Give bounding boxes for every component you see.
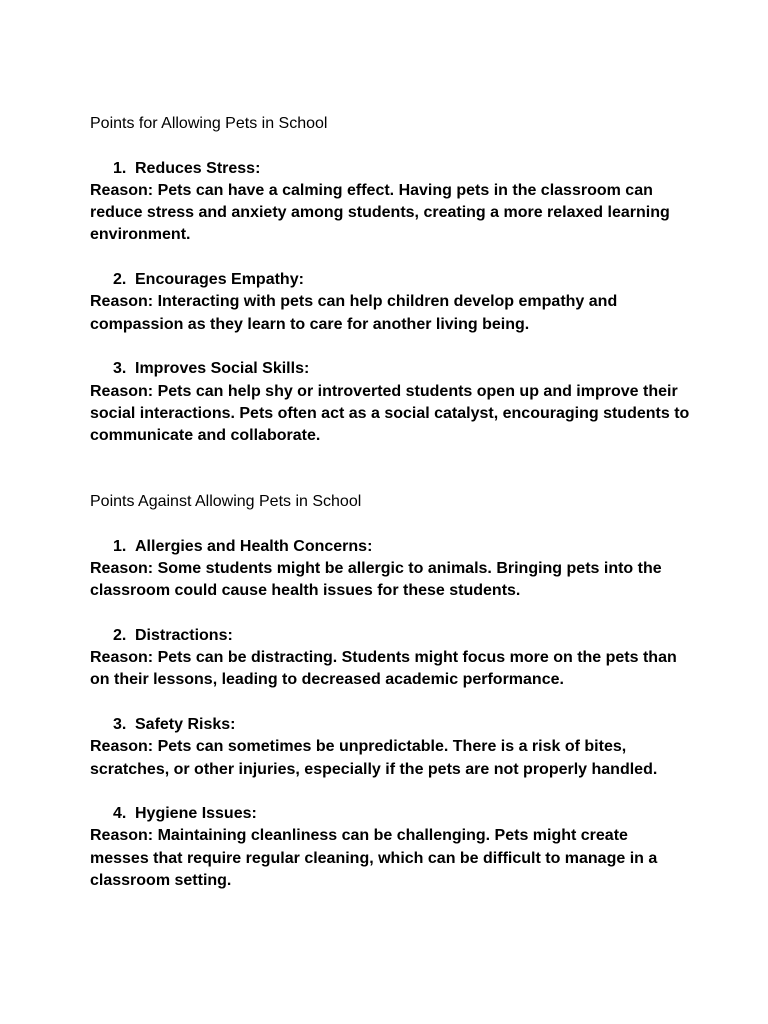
point-title-text: Allergies and Health Concerns:	[135, 537, 373, 555]
point-reason: Reason: Pets can help shy or introverted students open up and improve their social interactions. Pets often act as a social catalyst, encouraging students to communicate and collaborate.	[90, 382, 690, 445]
point-number: 1.	[113, 537, 127, 555]
section-for-pets	[90, 113, 690, 447]
point-title	[90, 158, 690, 180]
list-item	[90, 158, 690, 247]
point-number: 2.	[113, 626, 127, 644]
point-reason: Reason: Maintaining cleanliness can be challenging. Pets might create messes that require regular cleaning, which can be difficult to manage in a classroom setting.	[90, 827, 658, 890]
point-reason: Reason: Pets can sometimes be unpredictable. There is a risk of bites, scratches, or other injuries, especially if the pets are not properly handled.	[90, 738, 658, 778]
point-reason: Reason: Pets can be distracting. Students might focus more on the pets than on their lessons, leading to decreased academic performance.	[90, 649, 677, 689]
point-number: 3.	[113, 360, 127, 378]
point-title-text: Reduces Stress:	[135, 159, 261, 177]
point-reason: Reason: Interacting with pets can help children develop empathy and compassion as they learn to care for another living being.	[90, 293, 618, 333]
point-title	[90, 803, 690, 825]
point-title	[90, 536, 690, 558]
list-item	[90, 536, 690, 603]
point-title-text: Hygiene Issues:	[135, 805, 257, 823]
point-title-text: Encourages Empathy:	[135, 271, 304, 289]
list-item	[90, 269, 690, 336]
list-item	[90, 803, 690, 892]
section-heading: Points for Allowing Pets in School	[90, 115, 328, 132]
point-title	[90, 269, 690, 291]
point-title	[90, 714, 690, 736]
list-item	[90, 625, 690, 692]
point-reason: Reason: Some students might be allergic to animals. Bringing pets into the classroom could cause health issues for these students.	[90, 559, 662, 600]
point-title-text: Improves Social Skills:	[135, 360, 310, 378]
point-title	[90, 358, 690, 380]
point-number: 1.	[113, 159, 127, 177]
list-item	[90, 358, 690, 447]
point-number: 2.	[113, 271, 127, 289]
point-title	[90, 625, 690, 647]
list-item	[90, 714, 690, 781]
points-list	[90, 158, 690, 448]
point-reason: Reason: Pets can have a calming effect. Having pets in the classroom can reduce stress and anxiety among students, creating a more relaxed learning environment.	[90, 181, 670, 244]
point-title-text: Distractions:	[135, 626, 233, 644]
points-list	[90, 536, 690, 893]
point-number: 4.	[113, 805, 127, 823]
section-heading: Points Against Allowing Pets in School	[90, 493, 362, 510]
point-number: 3.	[113, 715, 127, 733]
section-against-pets	[90, 491, 690, 892]
point-title-text: Safety Risks:	[135, 715, 236, 733]
